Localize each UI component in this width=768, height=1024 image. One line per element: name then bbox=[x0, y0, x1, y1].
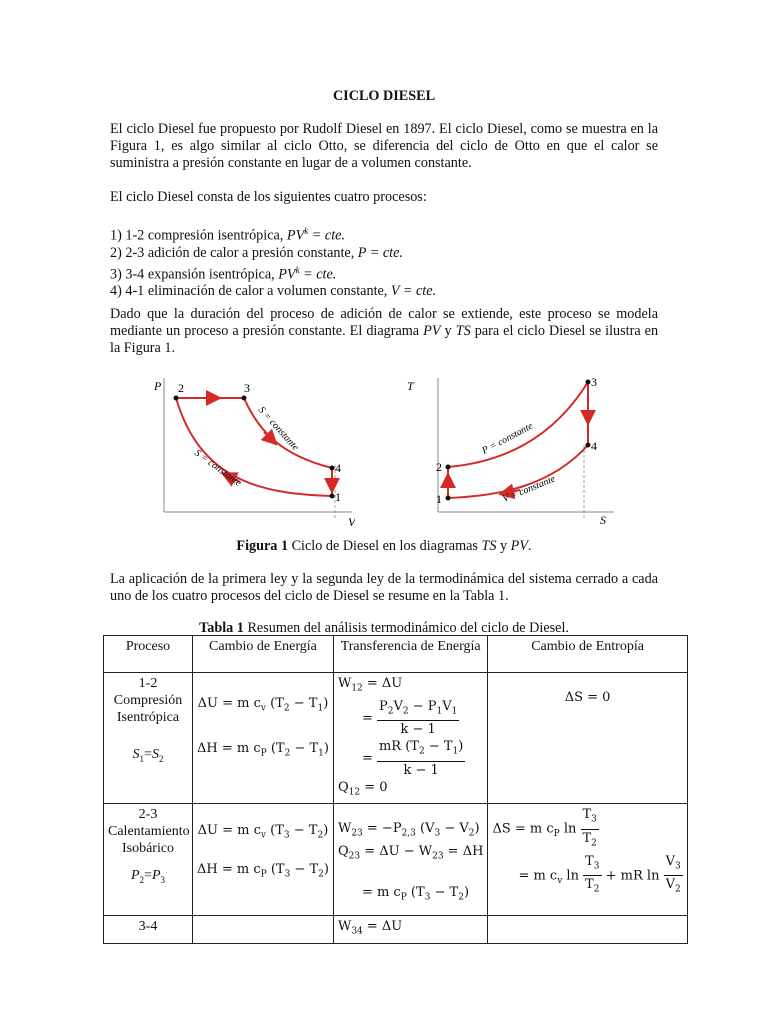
table-caption: Tabla 1 Resumen del análisis termodinámico del ciclo de Diesel. bbox=[199, 620, 569, 636]
energy-change-cell bbox=[193, 916, 334, 944]
pv-label-upper: S = constante bbox=[255, 404, 301, 453]
intro-paragraph: El ciclo Diesel fue propuesto por Rudolf Diesel en 1897. El ciclo Diesel, como se muestra en la Figura 1, es algo similar al ciclo Otto, se diferencia del ciclo de Otto en que el calor se suministra a presión constante en lugar de a volumen constante. bbox=[110, 121, 658, 171]
pv-y-label: P bbox=[154, 379, 162, 393]
process-list bbox=[110, 223, 658, 300]
energy-transfer-cell: $W_{34} = \Delta U$ bbox=[333, 916, 488, 944]
duration-paragraph: Dado que la duración del proceso de adición de calor se extiende, este proceso se modela mediante un proceso a presión constante. El diagrama PV y TS para el ciclo Diesel se ilustra en la Figura 1. bbox=[110, 306, 659, 356]
process-cell: 1-2 Compresión Isentrópica $S_1=S_2$ bbox=[104, 673, 193, 804]
entropy-change-cell bbox=[488, 916, 687, 944]
laws-paragraph: La aplicación de la primera ley y la segunda ley de la termodinámica del sistema cerrado a cada uno de los cuatro procesos del ciclo de Diesel se resume en la Tabla 1. bbox=[110, 571, 658, 604]
entropy-change-cell: ΔS = 0 bbox=[488, 673, 687, 804]
process-item: 1) 1-2 compresión isentrópica, $PV^k$ = cte. bbox=[110, 226, 346, 244]
processes-intro: El ciclo Diesel consta de los siguientes cuatro procesos: bbox=[110, 189, 427, 205]
process-item: 3) 3-4 expansión isentrópica, $PV^k$ = cte. bbox=[110, 264, 337, 283]
ts-point-1: 1 bbox=[436, 492, 442, 506]
ts-point-4: 4 bbox=[591, 439, 597, 453]
figure-1 bbox=[140, 370, 620, 528]
figure-caption: Figura 1 Ciclo de Diesel en los diagramas TS y PV. bbox=[236, 538, 532, 554]
table-row bbox=[104, 673, 688, 804]
ts-curve-2-3 bbox=[448, 382, 588, 467]
process-cell: 2-3 Calentamiento Isobárico $P_2=P_3$ bbox=[104, 804, 193, 916]
pv-label-lower: S = constante bbox=[192, 447, 244, 489]
summary-table bbox=[103, 635, 688, 944]
process-item: 2) 2-3 adición de calor a presión constante, P = cte. bbox=[110, 244, 403, 261]
pv-x-label: V bbox=[348, 515, 355, 528]
energy-change-cell: ΔU = m $c_v$ $(T_3 - T_2)$ ΔH = m $c_P$ $(T_3 - T_2)$ bbox=[193, 804, 334, 916]
ts-point-3: 3 bbox=[591, 375, 597, 389]
table-header-row bbox=[104, 636, 688, 673]
ts-point-2: 2 bbox=[436, 460, 442, 474]
pv-point-3: 3 bbox=[244, 381, 250, 395]
energy-transfer-cell: $W_{23} = -P_{2,3}$ $(V_3 - V_2)$ $Q_{23} = \Delta U - W_{23} = \Delta H$ = m $c_P$ $(T_3 - T_2)$ bbox=[333, 804, 488, 916]
pv-point-1: 1 bbox=[335, 490, 341, 504]
header-energy-transfer: Transferencia de Energía bbox=[333, 636, 488, 673]
header-energy-change: Cambio de Energía bbox=[193, 636, 334, 673]
pv-point-4: 4 bbox=[335, 461, 341, 475]
ts-label-upper: P = constante bbox=[480, 420, 535, 457]
table-row bbox=[104, 916, 688, 944]
ts-y-label: T bbox=[407, 379, 414, 393]
energy-change-cell: ΔU = m $c_v$ $(T_2 - T_1)$ ΔH = m $c_P$ $(T_2 - T_1)$ bbox=[193, 673, 334, 804]
pv-diagram bbox=[140, 370, 355, 528]
header-entropy-change: Cambio de Entropía bbox=[488, 636, 687, 673]
ts-diagram bbox=[402, 370, 617, 528]
ts-label-lower: V = constante bbox=[501, 473, 558, 505]
table-row bbox=[104, 804, 688, 916]
document-title: CICLO DIESEL bbox=[332, 88, 436, 104]
header-process: Proceso bbox=[104, 636, 193, 673]
pv-point-2: 2 bbox=[178, 381, 184, 395]
process-cell: 3-4 bbox=[104, 916, 193, 944]
entropy-change-cell: ΔS = m $c_P$ ln $\frac{T_3}{T_2}$ = m $c_v$ ln $\frac{T_3}{T_2}$ + mR ln $\frac{V_3}{V_2}$ bbox=[488, 804, 687, 916]
energy-transfer-cell: $W_{12} = \Delta U$ = $\frac{P_2V_2 - P_1V_1}{k - 1}$ = $\frac{mR (T_2 - T_1)}{k - 1}$ $Q_{12} = 0$ bbox=[333, 673, 488, 804]
process-item: 4) 4-1 eliminación de calor a volumen constante, V = cte. bbox=[110, 283, 437, 300]
ts-x-label: S bbox=[600, 513, 606, 527]
